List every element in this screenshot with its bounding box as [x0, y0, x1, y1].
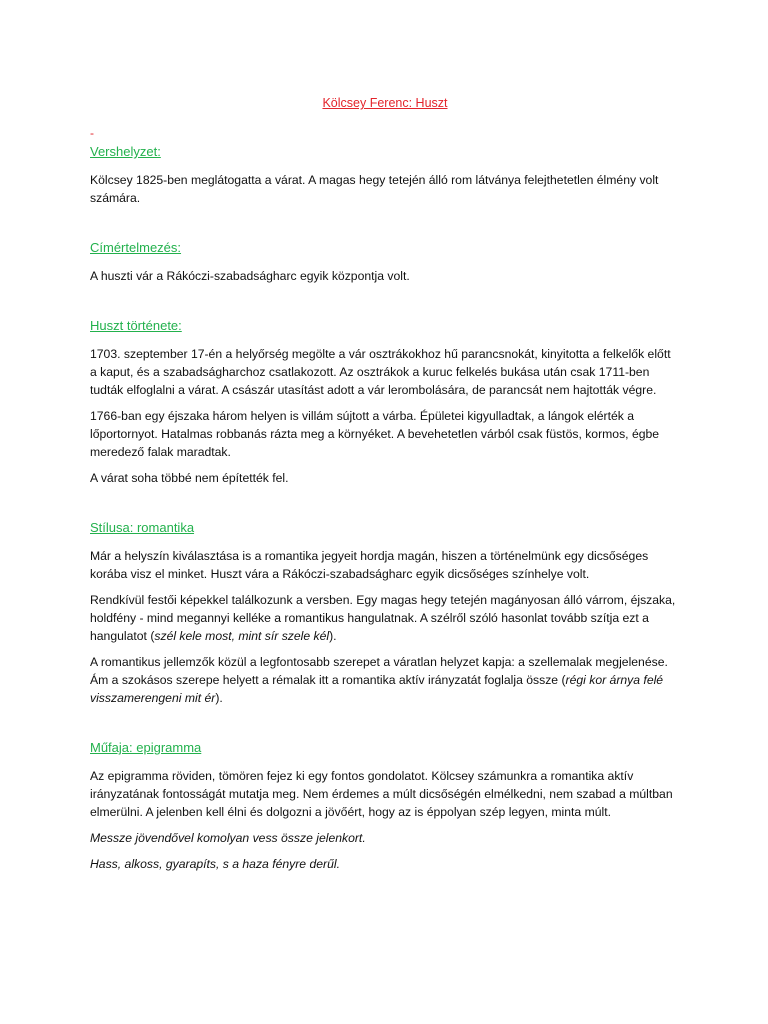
paragraph-with-quote [90, 591, 680, 645]
italic-quote: szél kele most, mint sír szele kél [154, 629, 330, 643]
paragraph-text: ). [329, 629, 337, 643]
section-heading: Műfaja: epigramma [90, 740, 202, 755]
italic-quote: Messze jövendővel komolyan vess össze jelenkort. [90, 831, 366, 845]
section-heading: Huszt története: [90, 318, 182, 333]
section-vershelyzet [90, 143, 680, 207]
section-heading: Stílusa: romantika [90, 520, 195, 535]
paragraph-with-quote [90, 653, 680, 707]
section-huszt-tortenete [90, 317, 680, 487]
paragraph: 1703. szeptember 17-én a helyőrség megölte a vár osztrákokhoz hű parancsnokát, kinyitotta a felkelők előtt a kaput, és a szabadságharchoz csatlakozott. Az osztrákok a kuruc felkelés bukása után csak 1711-ben tudták elfoglalni a várat. A császár utasítást adott a vár lerombolására, de parancsát nem hajtották végre. [90, 347, 671, 397]
document-title: Kölcsey Ferenc: Huszt [322, 96, 448, 110]
paragraph-text: A romantikus jellemzők közül a legfontosabb szerepet a váratlan helyzet kapja: a szellemalak megjelenése. Ám a szokásos szerepe helyett a rémalak itt a romantika aktív irányzatát foglalja össze ( [90, 655, 668, 687]
paragraph: Kölcsey 1825-ben meglátogatta a várat. A magas hegy tetején álló rom látványa felejthetetlen élmény volt számára. [90, 173, 659, 205]
poem-line [90, 829, 680, 847]
italic-quote: Hass, alkoss, gyarapíts, s a haza fényre derűl. [90, 857, 340, 871]
paragraph-text: ). [215, 691, 223, 705]
italic-quote: régi kor árnya felé visszamerengeni mit ér [90, 673, 664, 705]
section-heading: Címértelmezés: [90, 240, 182, 255]
title-dash: - [90, 126, 94, 140]
paragraph: Már a helyszín kiválasztása is a romantika jegyeit hordja magán, hiszen a történelmünk egy dicsőséges korába visz el minket. Huszt vára a Rákóczi-szabadságharc egyik dicsőséges színhelye volt. [90, 549, 649, 581]
paragraph: 1766-ban egy éjszaka három helyen is villám sújtott a várba. Épületei kigyulladtak, a lángok elérték a lőportornyot. Hatalmas robbanás rázta meg a környéket. A bevehetetlen várból csak füstös, kormos, égbe meredező falak maradtak. [90, 409, 660, 459]
section-mufaja [90, 739, 680, 873]
section-heading: Vershelyzet: [90, 144, 161, 159]
paragraph-text: Rendkívül festői képekkel találkozunk a versben. Egy magas hegy tetején magányosan álló várrom, éjszaka, holdfény - mind megannyi kelléke a romantikus hangulatnak. A szélről szóló hasonlat tovább szítja ezt a hangulatot ( [90, 593, 676, 643]
paragraph: Az epigramma röviden, tömören fejez ki egy fontos gondolatot. Kölcsey számunkra a romantika aktív irányzatának fontosságát mutatja meg. Nem érdemes a múlt dicsőségén elmélkedni, nem szabad a múltban elmerülni. A jelenben kell élni és dolgozni a jövőért, hogy az is éppolyan szép legyen, minta múlt. [90, 769, 673, 819]
section-stilusa [90, 519, 680, 707]
paragraph: A várat soha többé nem építették fel. [90, 471, 289, 485]
document-body [90, 95, 680, 873]
section-cimertelmezes [90, 239, 680, 285]
poem-line [90, 855, 680, 873]
paragraph: A huszti vár a Rákóczi-szabadságharc egyik központja volt. [90, 269, 410, 283]
